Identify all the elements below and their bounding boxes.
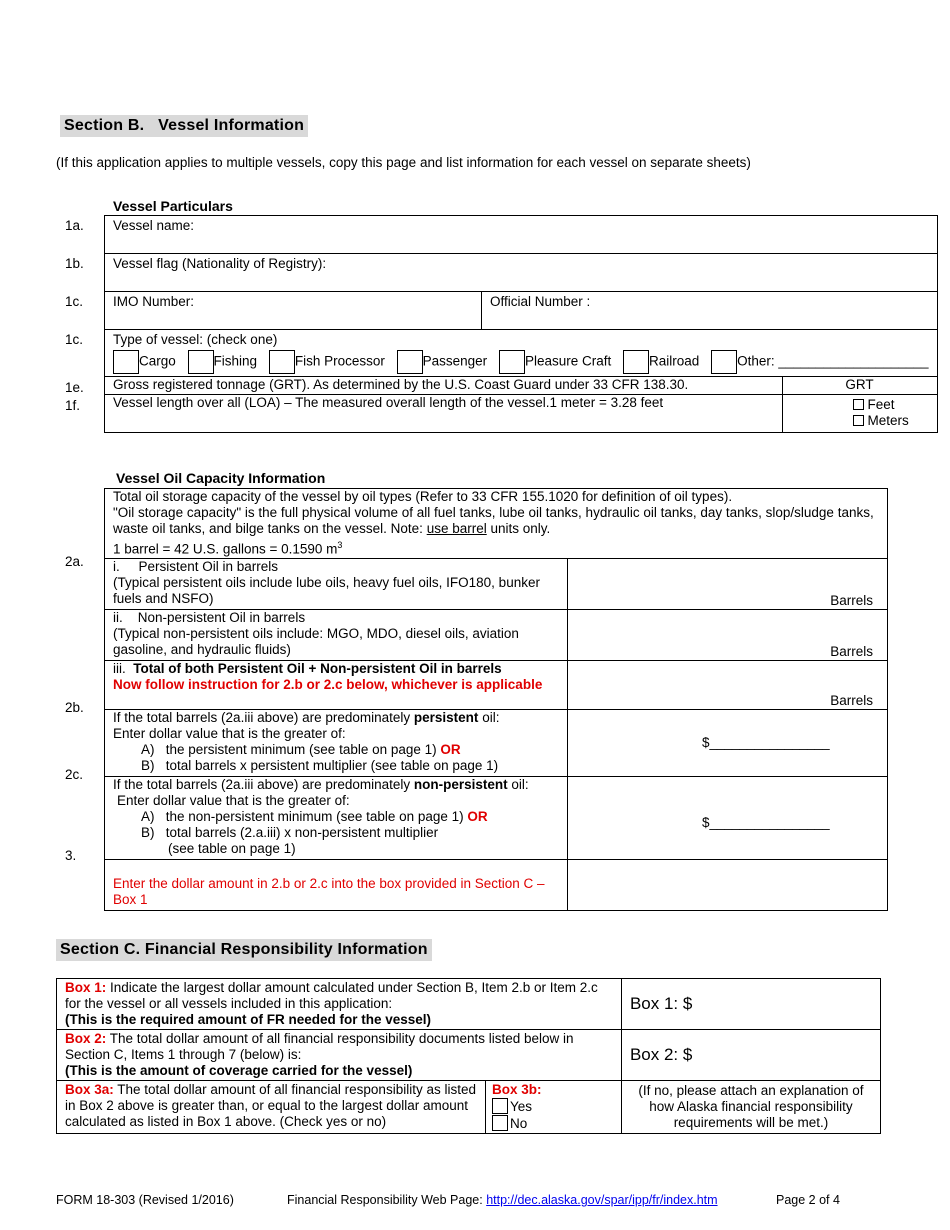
- passenger-checkbox[interactable]: [397, 350, 423, 374]
- nonpersistent-oil-desc: (Typical non-persistent oils include: MGO, MDO, diesel oils, aviation gasoline, and hydraulic fluids): [113, 625, 519, 657]
- footer-web-link[interactable]: http://dec.alaska.gov/spar/ipp/fr/index.htm: [486, 1193, 718, 1207]
- box1-text: Indicate the largest dollar amount calculated under Section B, Item 2.b or Item 2.c for the vessel or all vessels included in this application:: [65, 980, 598, 1011]
- or-label: OR: [440, 741, 461, 757]
- vessel-type-options: [113, 350, 929, 374]
- item-2c-dollar-field[interactable]: [568, 776, 888, 859]
- box2-value-field[interactable]: [621, 1030, 880, 1081]
- option-text: A) the non-persistent minimum (see table on page 1): [141, 808, 468, 824]
- oil-intro-line: [113, 505, 879, 537]
- grt-label-cell: [105, 377, 783, 395]
- box3b-cell: [486, 1081, 622, 1134]
- cargo-checkbox[interactable]: [113, 350, 139, 374]
- vessel-type-label: Type of vessel: (check one): [113, 332, 278, 347]
- total-oil-instruction: Now follow instruction for 2.b or 2.c below, whichever is applicable: [113, 676, 543, 692]
- type-option-label: Pleasure Craft: [524, 353, 612, 369]
- section-b-title: Vessel Information: [158, 117, 305, 134]
- item-2b-label-cell: [105, 709, 568, 776]
- grt-label: Gross registered tonnage (GRT). As determined by the U.S. Coast Guard under 33 CFR 138.30.: [113, 377, 689, 392]
- box1-description: [57, 979, 622, 1030]
- box2-label: Box 2:: [65, 1031, 107, 1046]
- box3-note-cell: [621, 1081, 880, 1134]
- barrels-unit: Barrels: [830, 692, 873, 708]
- item-number: 1b.: [65, 256, 84, 271]
- oil-intro-line: [113, 537, 879, 558]
- type-option-label: Cargo: [139, 353, 176, 369]
- railroad-checkbox[interactable]: [623, 350, 649, 374]
- no-checkbox[interactable]: [492, 1115, 508, 1131]
- total-prefix: iii.: [113, 660, 134, 676]
- oil-intro-underline: use barrel: [426, 521, 487, 536]
- yes-checkbox[interactable]: [492, 1098, 508, 1114]
- vessel-type-cell: [105, 330, 938, 377]
- item-number: 2b.: [65, 700, 84, 715]
- vessel-flag-label: Vessel flag (Nationality of Registry):: [113, 256, 327, 271]
- item-number: 3.: [65, 848, 77, 863]
- meters-checkbox[interactable]: [853, 415, 864, 426]
- nonpersistent-oil-title: ii. Non-persistent Oil in barrels: [113, 609, 306, 625]
- barrels-unit: Barrels: [830, 643, 873, 659]
- item-2b-bold: persistent: [413, 709, 479, 725]
- persistent-oil-desc: (Typical persistent oils include lube oils, heavy fuel oils, IFO180, bunker fuels and NSFO): [113, 574, 540, 606]
- grt-field[interactable]: [782, 377, 937, 395]
- persistent-oil-title: i. Persistent Oil in barrels: [113, 558, 279, 574]
- item-number: 1c.: [65, 294, 84, 309]
- box3a-text: The total dollar amount of all financial responsibility as listed in Box 2 above is greater than, or equal to the largest dollar amount calculated as listed in Box 1 above. (Check yes or no): [65, 1082, 476, 1129]
- box2-text: The total dollar amount of all financial responsibility documents listed below in Section C, Items 1 through 7 (below) is:: [65, 1031, 574, 1062]
- box1-note: (This is the required amount of FR needed for the vessel): [65, 1012, 432, 1027]
- total-oil-label-cell: [105, 660, 568, 709]
- vessel-particulars-table: [104, 215, 938, 433]
- oil-intro-text: units only.: [486, 521, 551, 536]
- box3-note: (If no, please attach an explanation of how Alaska financial responsibility requirements will be met.): [638, 1083, 864, 1130]
- item-2b-text: Enter dollar value that is the greater of:: [113, 725, 346, 741]
- official-label: Official Number :: [490, 294, 591, 309]
- imo-number-field[interactable]: [105, 292, 482, 330]
- box3b-label: Box 3b:: [492, 1082, 542, 1097]
- item-number: 2a.: [65, 554, 84, 569]
- type-option-label: Railroad: [649, 353, 700, 369]
- grt-unit: GRT: [845, 377, 874, 392]
- item-number: 1e.: [65, 380, 84, 395]
- no-label: No: [510, 1116, 528, 1131]
- item-2c-text: Enter dollar value that is the greater of:: [117, 792, 350, 808]
- feet-checkbox[interactable]: [853, 399, 864, 410]
- total-oil-field[interactable]: [568, 660, 888, 709]
- item-number: 1f.: [65, 398, 81, 413]
- oil-intro-text: "Oil storage capacity" is the full physical volume of all fuel tanks, lube oil tanks, hydraulic oil tanks, day tanks, slop/sludge tanks, waste oil tanks, and bilge tanks on the vessel. Note:: [113, 505, 874, 536]
- or-label: OR: [467, 808, 488, 824]
- loa-label: Vessel length over all (LOA) – The measured overall length of the vessel.1 meter = 3.28 feet: [113, 395, 664, 410]
- item-2b-dollar-field[interactable]: [568, 709, 888, 776]
- item-2c-option-b: B) total barrels (2.a.iii) x non-persistent multiplier: [141, 824, 439, 840]
- footer-page-number: Page 2 of 4: [776, 1193, 840, 1207]
- item-2c-bold: non-persistent: [413, 776, 508, 792]
- box2-note: (This is the amount of coverage carried for the vessel): [65, 1063, 413, 1078]
- total-oil-title: Total of both Persistent Oil + Non-persistent Oil in barrels: [133, 660, 502, 676]
- box1-value-field[interactable]: [621, 979, 880, 1030]
- type-option-label: Fishing: [213, 353, 258, 369]
- item-3-label-cell: [105, 859, 568, 910]
- section-b-note: (If this application applies to multiple vessels, copy this page and list information for each vessel on separate sheets): [56, 155, 751, 170]
- item-number: 1a.: [65, 218, 84, 233]
- box3a-description: [57, 1081, 486, 1134]
- vessel-name-field[interactable]: [105, 216, 938, 254]
- persistent-oil-label-cell: [105, 558, 568, 609]
- dollar-blank: $________________: [702, 734, 830, 750]
- section-c-heading: Section C. Financial Responsibility Information: [56, 939, 432, 961]
- type-option-label: Passenger: [422, 353, 488, 369]
- persistent-oil-field[interactable]: [568, 558, 888, 609]
- item-2b-option-a: [113, 742, 559, 758]
- footer-web: [287, 1193, 718, 1207]
- pleasure-craft-checkbox[interactable]: [499, 350, 525, 374]
- box1-label: Box 1:: [65, 980, 107, 995]
- box1-value-label: Box 1: $: [629, 994, 693, 1013]
- feet-label: Feet: [867, 397, 895, 412]
- item-2c-label-cell: [105, 776, 568, 859]
- other-field[interactable]: Other: ____________________: [737, 353, 929, 369]
- item-2c-option-a: [113, 809, 559, 825]
- nonpersistent-oil-label-cell: [105, 609, 568, 660]
- loa-label-cell: [105, 395, 783, 433]
- item-number: 1c.: [65, 332, 84, 347]
- yes-label: Yes: [510, 1099, 533, 1114]
- vessel-name-label: Vessel name:: [113, 218, 195, 233]
- box2-description: [57, 1030, 622, 1081]
- item-2b-option-b: B) total barrels x persistent multiplier (see table on page 1): [141, 757, 499, 773]
- vessel-particulars-heading: Vessel Particulars: [113, 198, 233, 214]
- loa-field[interactable]: [782, 395, 937, 433]
- financial-responsibility-table: [56, 978, 881, 1134]
- item-2c-text: If the total barrels (2a.iii above) are predominately: [113, 776, 414, 792]
- box3a-label: Box 3a:: [65, 1082, 114, 1097]
- footer-form-id: FORM 18-303 (Revised 1/2016): [56, 1193, 234, 1207]
- option-text: A) the persistent minimum (see table on page 1): [141, 741, 441, 757]
- item-2c-option-b-note: (see table on page 1): [168, 840, 296, 856]
- item-2b-text: oil:: [478, 709, 500, 725]
- section-b-heading: [60, 115, 308, 137]
- oil-capacity-heading: Vessel Oil Capacity Information: [116, 470, 326, 486]
- item-2b-text: If the total barrels (2a.iii above) are predominately: [113, 709, 414, 725]
- oil-intro-cell: [105, 489, 888, 559]
- meters-label: Meters: [867, 413, 909, 428]
- conversion-text: 1 barrel = 42 U.S. gallons = 0.1590 m: [113, 541, 338, 557]
- dollar-blank: $________________: [702, 814, 830, 830]
- nonpersistent-oil-field[interactable]: [568, 609, 888, 660]
- section-b-prefix: Section B.: [64, 117, 145, 134]
- barrels-unit: Barrels: [830, 592, 873, 608]
- item-number: 2c.: [65, 767, 84, 782]
- fishing-checkbox[interactable]: [188, 350, 214, 374]
- item-3-field[interactable]: [568, 859, 888, 910]
- imo-label: IMO Number:: [113, 294, 195, 309]
- official-number-field[interactable]: [482, 292, 938, 330]
- vessel-flag-field[interactable]: [105, 254, 938, 292]
- type-option-label: Fish Processor: [294, 353, 385, 369]
- oil-capacity-table: [104, 488, 888, 911]
- other-checkbox[interactable]: [711, 350, 737, 374]
- item-3-text: Enter the dollar amount in 2.b or 2.c into the box provided in Section C – Box 1: [113, 875, 545, 907]
- superscript: 3: [337, 540, 343, 550]
- fish-processor-checkbox[interactable]: [269, 350, 295, 374]
- oil-intro-line: Total oil storage capacity of the vessel by oil types (Refer to 33 CFR 155.1020 for definition of oil types).: [113, 489, 733, 504]
- box2-value-label: Box 2: $: [629, 1045, 693, 1064]
- footer-web-label: Financial Responsibility Web Page:: [287, 1193, 487, 1207]
- item-2c-text: oil:: [507, 776, 529, 792]
